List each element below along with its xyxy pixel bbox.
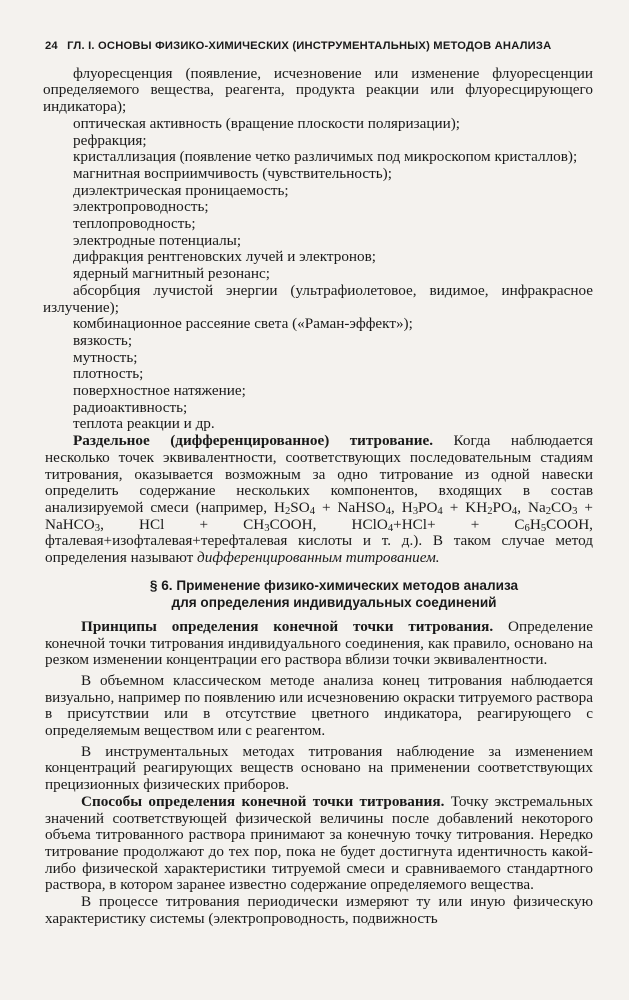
paragraph-instrumental: В инструментальных методах титрования наблюдение за изменением концентраций реагирующих веществ основано на применении соответствующих прецизионных физических приборов. [45, 742, 593, 794]
list-item: дифракция рентгеновских лучей и электронов; [73, 248, 377, 266]
list-item: электродные потенциалы; [73, 231, 242, 249]
running-header [45, 38, 593, 55]
chapter-title: ГЛ. I. ОСНОВЫ ФИЗИКО-ХИМИЧЕСКИХ (ИНСТРУМЕНТАЛЬНЫХ) МЕТОДОВ АНАЛИЗА [67, 40, 552, 52]
paragraph-methods: Способы определения конечной точки титрования. Точку экстремальных значений соответствующей физической величины после добавлений некоторого объема титрованного раствора принимают за конечную точку титрования. Нередко титрование продолжают до тех пор, пока не будет достигнута идентичность какой-либо физической характеристики титруемой смеси и сравниваемого стандартного раствора, в котором заранее известно содержание определяемого вещества. [45, 792, 593, 894]
list-item: плотность; [73, 365, 144, 383]
list-item: теплота реакции и др. [73, 415, 215, 433]
list-item: оптическая активность (вращение плоскости поляризации); [73, 114, 461, 132]
list-item: флуоресценция (появление, исчезновение или изменение флуоресценции определяемого вещества, реагента, продукта реакции или флуоресцирующего индикатора); [43, 64, 593, 116]
list-item: рефракция; [73, 131, 147, 149]
list-item: теплопроводность; [73, 215, 196, 233]
list-item: абсорбция лучистой энергии (ультрафиолетовое, видимое, инфракрасное излучение); [43, 281, 593, 316]
list-item: электропроводность; [73, 198, 209, 216]
section-heading: § 6. Применение физико-химических методов анализа для определения индивидуальных соединений [149, 577, 519, 610]
list-item: диэлектрическая проницаемость; [73, 181, 289, 199]
list-item: вязкость; [73, 331, 133, 349]
term-methods: Способы определения конечной точки титрования. [81, 792, 445, 810]
term-differential-titration: дифференцированным титрованием. [197, 549, 440, 567]
list-item: ядерный магнитный резонанс; [73, 265, 270, 283]
paragraph-process: В процессе титрования периодически измеряют ту или иную физическую характеристику системы (электропроводность, подвижность [45, 893, 593, 927]
list-item: магнитная восприимчивость (чувствительность); [73, 164, 392, 182]
methods-list [43, 64, 593, 433]
list-item: радиоактивность; [73, 398, 188, 416]
paragraph-volumetric: В объемном классическом методе анализа конец титрования наблюдается визуально, например по появлению или исчезновению окраски титруемого раствора в присутствии или в отсутствие цветного индикатора, реагирующего с определяемым веществом или с реагентом. [45, 671, 593, 740]
list-item: кристаллизация (появление четко различимых под микроскопом кристаллов); [73, 148, 578, 166]
page-number: 24 [45, 40, 58, 52]
list-item: мутность; [73, 348, 138, 366]
paragraph-differential: Раздельное (дифференцированное) титрование. Когда наблюдается несколько точек эквивалентности, соответствующих последовательным стадиям титрования, оказывается возможным за одно титрование из одной навески определить содержание нескольких компонентов, входящих в состав анализируемой смеси (например, $H_2SO_4$ + NaHSO$_4$, $H_3PO_4 + KH_2PO_4$, $Na_2CO_3$ + NaHCO$_3$, HCl + $CH_3COOH$, HClO$_4$+HCl+ + $C_6H_5COOH$, фталевая+изофталевая+терефталевая кислоты и т. д.). В таком случае метод определения называют дифференцированным титрованием. [45, 432, 594, 567]
list-item: комбинационное рассеяние света («Раман-эффект»); [73, 315, 413, 333]
term-principles: Принципы определения конечной точки титрования. [81, 617, 494, 635]
list-item: поверхностное натяжение; [73, 382, 246, 400]
paragraph-principles: Принципы определения конечной точки титрования. Определение конечной точки титрования индивидуального соединения, как правило, основано на резком изменении концентрации его раствора вблизи точки эквивалентности. [45, 617, 593, 669]
term-differential: Раздельное (дифференцированное) титрование. [73, 432, 434, 450]
